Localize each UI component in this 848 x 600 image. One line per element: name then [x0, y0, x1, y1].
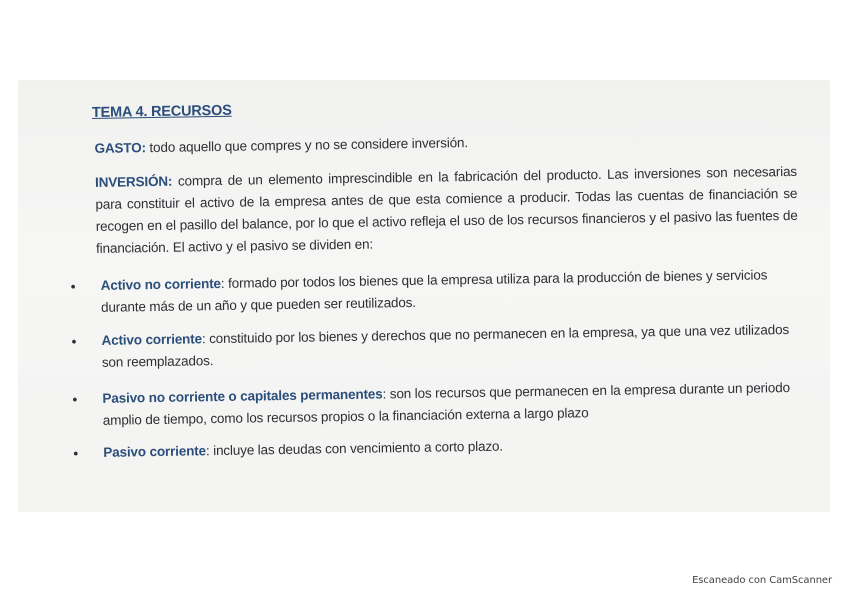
- list-item-text: : son los recursos que permanecen en la empresa durante un periodo amplio de tiempo, como los recursos propios o la financiación externa a largo plazo: [102, 380, 791, 428]
- gasto-term: GASTO:: [94, 140, 146, 156]
- scanner-watermark: Escaneado con CamScanner: [692, 575, 832, 586]
- list-item-pasivo-no-corriente: [102, 377, 803, 432]
- list-item-pasivo-corriente: [103, 431, 803, 464]
- list-item-text: : formado por todos los bienes que la empresa utiliza para la producción de bienes y servicios durante más de un año y que pueden ser reutilizados.: [100, 267, 768, 315]
- bullet-icon: •: [70, 278, 76, 295]
- list-item-term: Activo corriente: [101, 331, 203, 348]
- inversion-text: compra de un elemento imprescindible en la fabricación del producto. Las inversiones son necesarias para constituir el activo de la empresa antes de que esta comience a producir. Todas las cuentas de financiación se recogen en el pasillo del balance, por lo que el activo refleja el uso de los recursos financieros y el pasivo las fuentes de financiación. El activo y el pasivo se dividen en:: [95, 163, 798, 256]
- list-item-text: : incluye las deudas con vencimiento a corto plazo.: [205, 438, 504, 459]
- gasto-text: todo aquello que compres y no se considere inversión.: [145, 135, 469, 156]
- bullet-icon: •: [72, 391, 78, 408]
- bullet-icon: •: [73, 445, 79, 462]
- list-item-term: Pasivo corriente: [103, 443, 207, 460]
- gasto-definition: [94, 127, 784, 160]
- list-item-text: : constituido por los bienes y derechos que no permanecen en la empresa, ya que una vez utilizados son reemplazados.: [101, 322, 790, 370]
- document-title: TEMA 4. RECURSOS: [91, 102, 232, 121]
- list-item-activo-no-corriente: [101, 264, 802, 319]
- list-item-activo-corriente: [101, 319, 802, 374]
- inversion-definition: [95, 161, 798, 260]
- inversion-term: INVERSIÓN:: [94, 173, 173, 190]
- list-item-term: Activo no corriente: [100, 275, 221, 293]
- list-item-term: Pasivo no corriente o capitales permanentes: [102, 386, 383, 406]
- bullet-icon: •: [71, 333, 77, 350]
